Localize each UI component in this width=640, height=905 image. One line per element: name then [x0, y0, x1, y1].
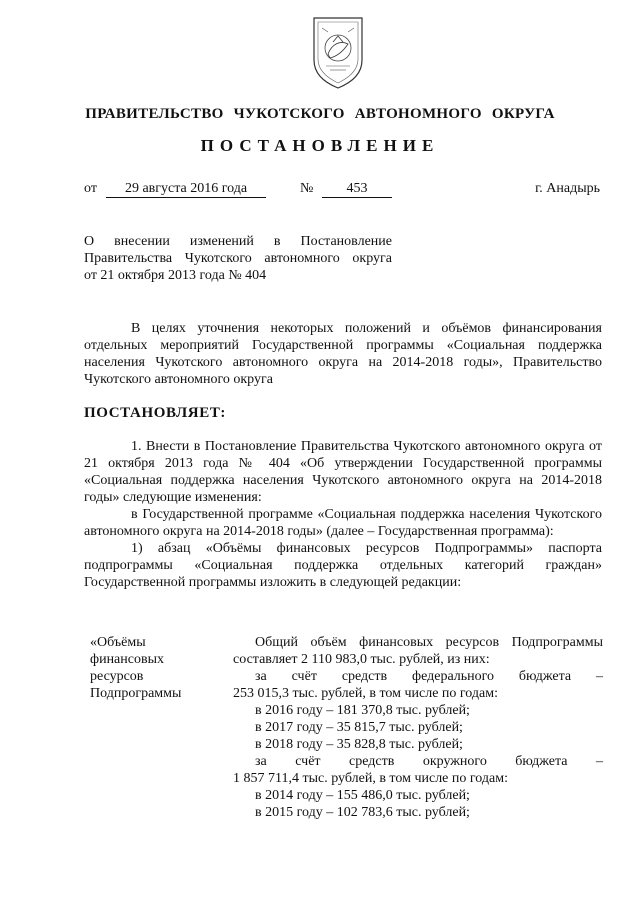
document-date: 29 августа 2016 года [106, 181, 266, 198]
preamble [84, 320, 602, 388]
federal-heading: за счёт средств федерального бюджета – [255, 669, 603, 684]
preamble-text: В целях уточнения некоторых положений и объёмов финансирования отдельных мероприятий Государственной программы «Социальная поддержка населения Чукотского автономного округа на 2014-2018 годы», Правительство Чукотского автономного округа [84, 321, 602, 387]
table-label-column [90, 634, 220, 702]
table-label-line: «Объёмы [90, 635, 146, 650]
subject-line: Правительства Чукотского автономного округа [84, 251, 392, 266]
table-label-line: ресурсов [90, 669, 144, 684]
government-title: ПРАВИТЕЛЬСТВО ЧУКОТСКОГО АВТОНОМНОГО ОКРУГА [85, 106, 555, 122]
coat-of-arms-icon [308, 14, 368, 90]
decree-items [84, 438, 602, 591]
table-value-column [233, 634, 603, 821]
item-3: 1) абзац «Объёмы финансовых ресурсов Подпрограммы» паспорта подпрограммы «Социальная поддержка отдельных категорий граждан» Государственной программы изложить в следующей редакции: [84, 541, 602, 590]
district-total: 1 857 711,4 тыс. рублей, в том числе по годам: [233, 771, 508, 786]
funding-total: Общий объём финансовых ресурсов Подпрограммы составляет 2 110 983,0 тыс. рублей, из них: [233, 635, 603, 667]
district-year-row: в 2015 году – 102 783,6 тыс. рублей; [255, 805, 470, 820]
federal-year-row: в 2017 году – 35 815,7 тыс. рублей; [255, 720, 463, 735]
item-1: 1. Внести в Постановление Правительства Чукотского автономного округа от 21 октября 2013 года № 404 «Об утверждении Государственной программы «Социальная поддержка населения Чукотского автономного округа на 2014-2018 годы» следующие изменения: [84, 439, 602, 505]
subject-line: от 21 октября 2013 года № 404 [84, 268, 267, 283]
district-year-row: в 2014 году – 155 486,0 тыс. рублей; [255, 788, 470, 803]
table-label-line: финансовых [90, 652, 164, 667]
item-2: в Государственной программе «Социальная поддержка населения Чукотского автономного округа на 2014-2018 годы» (далее – Государственная программа): [84, 507, 602, 539]
document-type: ПОСТАНОВЛЕНИЕ [200, 136, 440, 155]
date-prefix: от [84, 181, 97, 196]
federal-year-row: в 2016 году – 181 370,8 тыс. рублей; [255, 703, 470, 718]
table-label-line: Подпрограммы [90, 686, 182, 701]
city: г. Анадырь [535, 181, 600, 196]
decree-word: ПОСТАНОВЛЯЕТ: [84, 405, 227, 421]
document-subject [84, 233, 392, 284]
document-meta [84, 181, 600, 199]
federal-year-row: в 2018 году – 35 828,8 тыс. рублей; [255, 737, 463, 752]
number-label: № [300, 181, 314, 196]
subject-line: О внесении изменений в Постановление [84, 234, 392, 249]
document-number: 453 [322, 181, 392, 198]
district-heading: за счёт средств окружного бюджета – [255, 754, 603, 769]
federal-total: 253 015,3 тыс. рублей, в том числе по годам: [233, 686, 498, 701]
